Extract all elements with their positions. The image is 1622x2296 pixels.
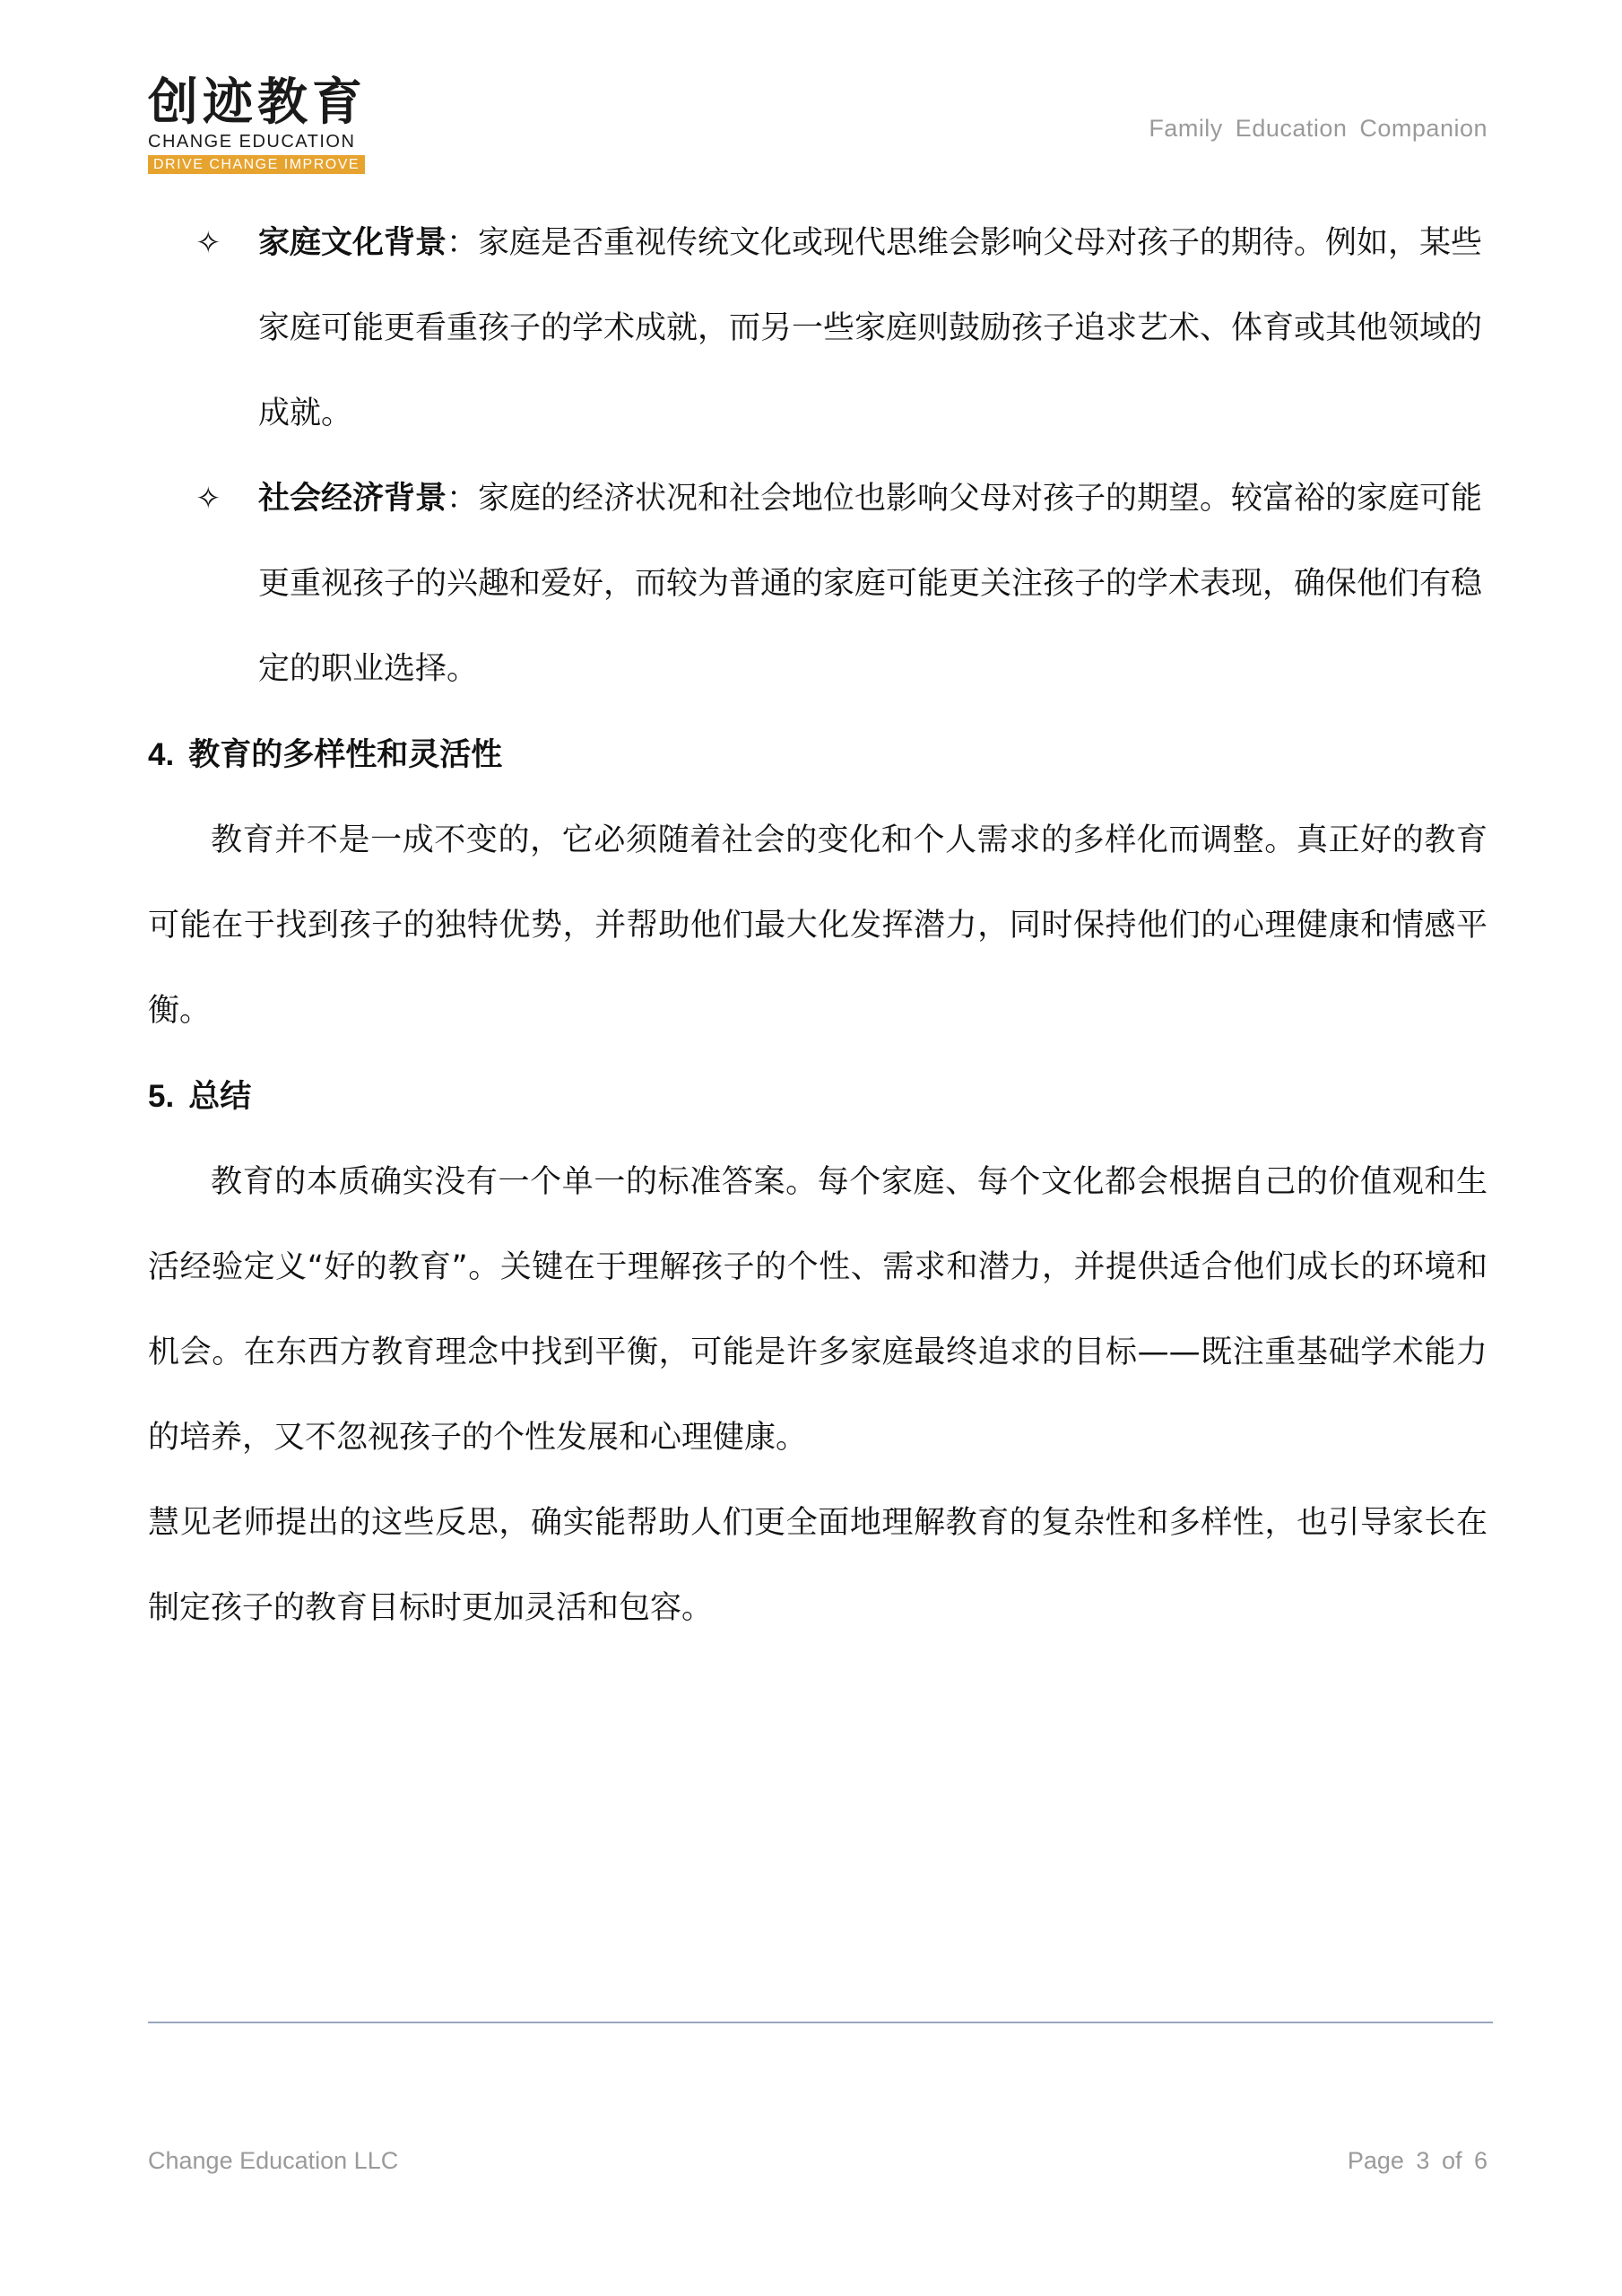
section-number: 5. <box>148 1079 175 1114</box>
logo-chinese-name: 创迹教育 <box>148 74 367 132</box>
footer-divider <box>148 2022 1493 2023</box>
bullet-separator: ： <box>447 481 479 517</box>
page-number: Page 3 of 6 <box>1347 2147 1488 2174</box>
bullet-title: 社会经济背景 <box>258 481 447 517</box>
bullet-item <box>148 201 1488 457</box>
bullet-separator: ： <box>447 225 479 261</box>
section-paragraph: 教育并不是一成不变的，它必须随着社会的变化和个人需求的多样化而调整。真正好的教育可能在于找到孩子的独特优势，并帮助他们最大化发挥潜力，同时保持他们的心理健康和情感平衡。 <box>148 822 1488 1029</box>
closing-paragraph: 慧见老师提出的这些反思，确实能帮助人们更全面地理解教育的复杂性和多样性，也引导家长在制定孩子的教育目标时更加灵活和包容。 <box>148 1505 1488 1626</box>
bullet-diamond-icon: ✧ <box>195 225 221 261</box>
bullet-item <box>148 457 1488 712</box>
logo-english-name: CHANGE EDUCATION <box>148 132 356 152</box>
logo-tagline: DRIVE CHANGE IMPROVE <box>148 155 365 174</box>
bullet-diamond-icon: ✧ <box>195 481 221 517</box>
section-heading <box>148 1054 1488 1140</box>
bullet-title: 家庭文化背景 <box>258 225 447 261</box>
section-paragraph: 教育的本质确实没有一个单一的标准答案。每个家庭、每个文化都会根据自己的价值观和生活经验定义“好的教育”。关键在于理解孩子的个性、需求和潜力，并提供适合他们成长的环境和机会。在东西方教育理念中找到平衡，可能是许多家庭最终追求的目标——既注重基础学术能力的培养，又不忽视孩子的个性发展和心理健康。 <box>148 1164 1488 1456</box>
document-body <box>148 201 1488 1651</box>
bullet-text: 家庭的经济状况和社会地位也影响父母对孩子的期望。较富裕的家庭可能更重视孩子的兴趣和爱好，而较为普通的家庭可能更关注孩子的学术表现，确保他们有稳定的职业选择。 <box>258 481 1483 687</box>
section-heading <box>148 712 1488 798</box>
section-number: 4. <box>148 737 175 772</box>
section-title: 教育的多样性和灵活性 <box>188 737 503 773</box>
section-title: 总结 <box>188 1079 252 1115</box>
company-logo <box>148 75 367 174</box>
footer-company: Change Education LLC <box>148 2147 399 2174</box>
header-title: Family Education Companion <box>1149 115 1488 142</box>
bullet-text: 家庭是否重视传统文化或现代思维会影响父母对孩子的期待。例如，某些家庭可能更看重孩子的学术成就，而另一些家庭则鼓励孩子追求艺术、体育或其他领域的成就。 <box>258 225 1483 431</box>
